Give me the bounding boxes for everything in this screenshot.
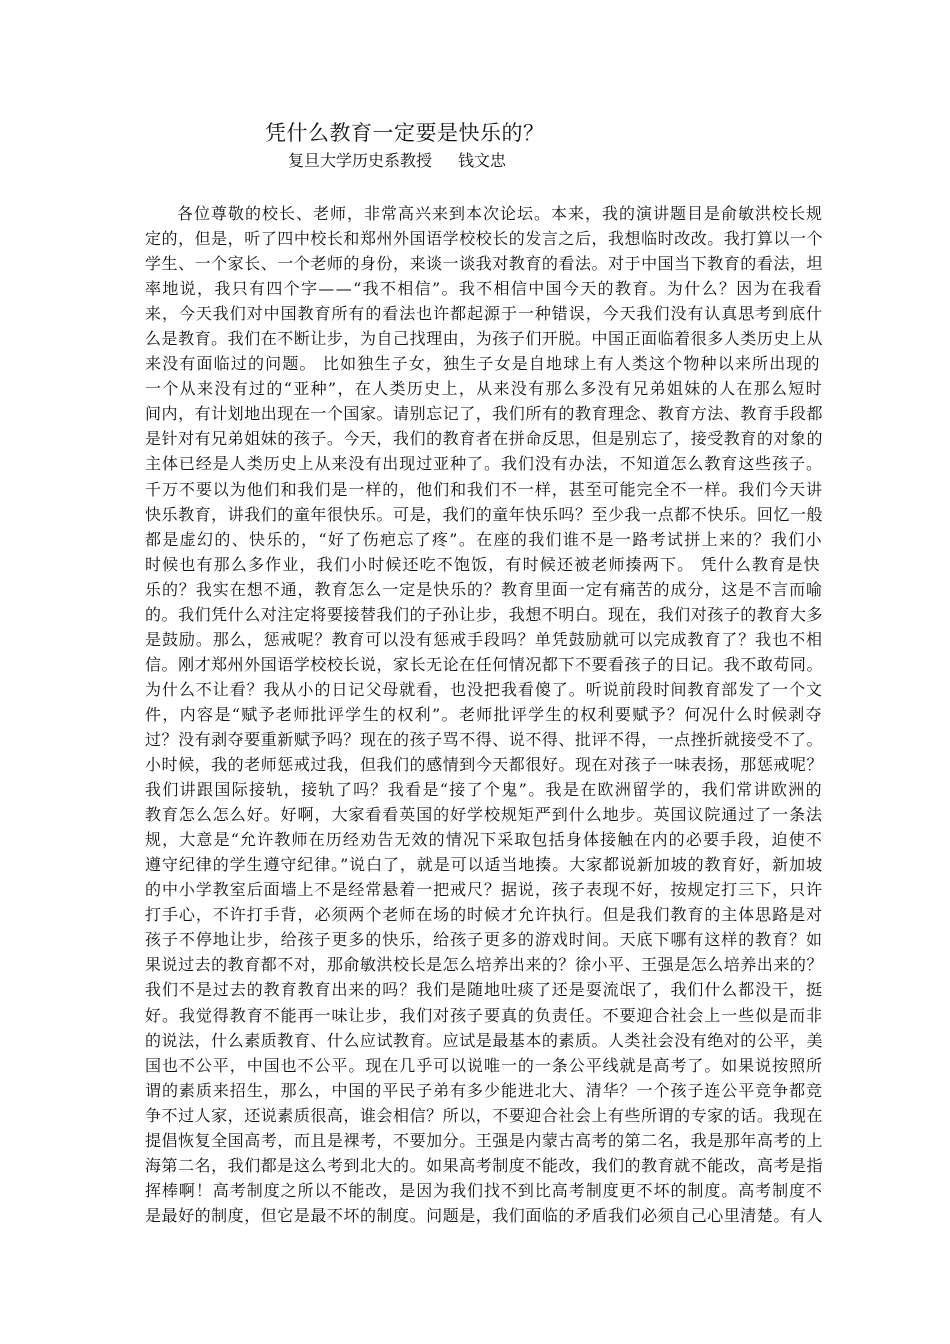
paragraph-line: 提倡恢复全国高考，而且是裸考，不要加分。王强是内蒙古高考的第二名，我是那年高考的上 (145, 1130, 823, 1150)
paragraph-line: 各位尊敬的校长、老师，非常高兴来到本次论坛。本来，我的演讲题目是俞敏洪校长规 (177, 204, 823, 223)
paragraph-line: 时候也有那么多作业，我们小时候还吃不饱饭，有时候还被老师揍两下。 凭什么教育是快 (145, 554, 821, 574)
paragraph-line: 的。我们凭什么对注定将要接替我们的子孙让步，我想不明白。现在，我们对孩子的教育大多 (145, 604, 823, 624)
paragraph-line: 么是教育。我们在不断让步，为自己找理由，为孩子们开脱。中国正面临着很多人类历史上从 (145, 329, 823, 349)
author-name: 钱文忠 (458, 151, 507, 170)
paragraph-line: 千万不要以为他们和我们是一样的，他们和我们不一样，甚至可能完全不一样。我们今天讲 (145, 479, 823, 499)
paragraph-line: 争不过人家，还说素质很高，谁会相信？所以，不要迎合社会上有些所谓的专家的话。我现在 (145, 1105, 823, 1125)
paragraph-line: 是鼓励。那么，惩戒呢？教育可以没有惩戒手段吗？单凭鼓励就可以完成教育了？我也不相 (145, 629, 823, 649)
paragraph-line: 来没有面临过的问题。 比如独生子女，独生子女是自地球上有人类这个物种以来所出现的 (145, 354, 821, 374)
paragraph-line: 规，大意是“允许教师在历经劝告无效的情况下采取包括身体接触在内的必要手段，迫使不 (145, 830, 823, 850)
paragraph-line: 乐的？我实在想不通，教育怎么一定是快乐的？教育里面一定有痛苦的成分，这是不言而喻 (145, 579, 823, 599)
article-body (145, 201, 823, 1228)
paragraph-line: 间内，有计划地出现在一个国家。请别忘记了，我们所有的教育理念、教育方法、教育手段都 (145, 404, 823, 424)
paragraph-line: 过？没有剥夺要重新赋予吗？现在的孩子骂不得、说不得、批评不得，一点挫折就接受不了。 (145, 729, 823, 749)
paragraph-line: 打手心，不许打手背，必须两个老师在场的时候才允许执行。但是我们教育的主体思路是对 (145, 905, 823, 925)
paragraph-line: 的中小学教室后面墙上不是经常悬着一把戒尺？据说，孩子表现不好，按规定打三下，只许 (145, 880, 823, 900)
paragraph-line: 我们不是过去的教育教育出来的吗？我们是随地吐痰了还是耍流氓了，我们什么都没干，挺 (145, 980, 823, 1000)
author-affiliation: 复旦大学历史系教授 (288, 151, 433, 170)
paragraph-line: 是针对有兄弟姐妹的孩子。今天，我们的教育者在拼命反思，但是别忘了，接受教育的对象的 (145, 429, 823, 449)
paragraph-line: 的说法，什么素质教育、什么应试教育。应试是最基本的素质。人类社会没有绝对的公平，美 (145, 1030, 823, 1050)
paragraph-line: 挥棒啊！高考制度之所以不能改，是因为我们找不到比高考制度更不坏的制度。高考制度不 (145, 1180, 823, 1200)
paragraph-line: 件，内容是“赋予老师批评学生的权利”。老师批评学生的权利要赋予？何况什么时候剥夺 (145, 704, 823, 724)
paragraph-line: 教育怎么怎么好。好啊，大家看看英国的好学校规矩严到什么地步。英国议院通过了一条法 (145, 805, 823, 825)
paragraph-line: 遵守纪律的学生遵守纪律。”说白了，就是可以适当地揍。大家都说新加坡的教育好，新加坡 (145, 855, 823, 875)
paragraph-line: 我们讲跟国际接轨，接轨了吗？我看是“接了个鬼”。我是在欧洲留学的，我们常讲欧洲的 (145, 780, 823, 800)
author-byline (288, 148, 506, 174)
paragraph-line: 率地说，我只有四个字——“我不相信”。我不相信中国今天的教育。为什么？因为在我看 (145, 279, 823, 299)
paragraph-line: 为什么不让看？我从小的日记父母就看，也没把我看傻了。听说前段时间教育部发了一个文 (145, 679, 823, 699)
paragraph-line: 孩子不停地让步，给孩子更多的快乐，给孩子更多的游戏时间。天底下哪有这样的教育？如 (145, 930, 823, 950)
paragraph-line: 谓的素质来招生，那么，中国的平民子弟有多少能进北大、清华？一个孩子连公平竞争都竞 (145, 1080, 823, 1100)
paragraph-line: 学生、一个家长、一个老师的身份，来谈一谈我对教育的看法。对于中国当下教育的看法，坦 (145, 254, 823, 274)
paragraph-line: 好。我觉得教育不能再一味让步，我们对孩子要真的负责任。不要迎合社会上一些似是而非 (145, 1005, 823, 1025)
paragraph-line: 来，今天我们对中国教育所有的看法也许都起源于一种错误，今天我们没有认真思考到底什 (145, 304, 823, 324)
paragraph-line: 果说过去的教育都不对，那俞敏洪校长是怎么培养出来的？徐小平、王强是怎么培养出来的？ (145, 955, 823, 975)
paragraph-line: 一个从来没有过的“亚种”，在人类历史上，从来没有那么多没有兄弟姐妹的人在那么短时 (145, 379, 823, 399)
paragraph-line: 小时候，我的老师惩戒过我，但我们的感情到今天都很好。现在对孩子一味表扬，那惩戒呢？ (145, 755, 823, 775)
paragraph-line: 定的，但是，听了四中校长和郑州外国语学校校长的发言之后，我想临时改改。我打算以一个 (145, 229, 823, 249)
paragraph-line: 主体已经是人类历史上从来没有出现过亚种了。我们没有办法，不知道怎么教育这些孩子。 (145, 454, 823, 474)
paragraph-line: 信。刚才郑州外国语学校校长说，家长无论在任何情况都下不要看孩子的日记。我不敢苟同。 (145, 654, 823, 674)
paragraph-line: 海第二名，我们都是这么考到北大的。如果高考制度不能改，我们的教育就不能改，高考是指 (145, 1155, 823, 1175)
document-title: 凭什么教育一定要是快乐的？ (265, 121, 545, 145)
paragraph-line: 是最好的制度，但它是最不坏的制度。问题是，我们面临的矛盾我们必须自己心里清楚。有人 (145, 1205, 823, 1225)
paragraph-line: 国也不公平，中国也不公平。现在几乎可以说唯一的一条公平线就是高考了。如果说按照所 (145, 1055, 823, 1075)
paragraph-line: 都是虚幻的、快乐的，“好了伤疤忘了疼”。在座的我们谁不是一路考试拼上来的？我们小 (145, 529, 823, 549)
paragraph-line: 快乐教育，讲我们的童年很快乐。可是，我们的童年快乐吗？至少我一点都不快乐。回忆一般 (145, 504, 823, 524)
